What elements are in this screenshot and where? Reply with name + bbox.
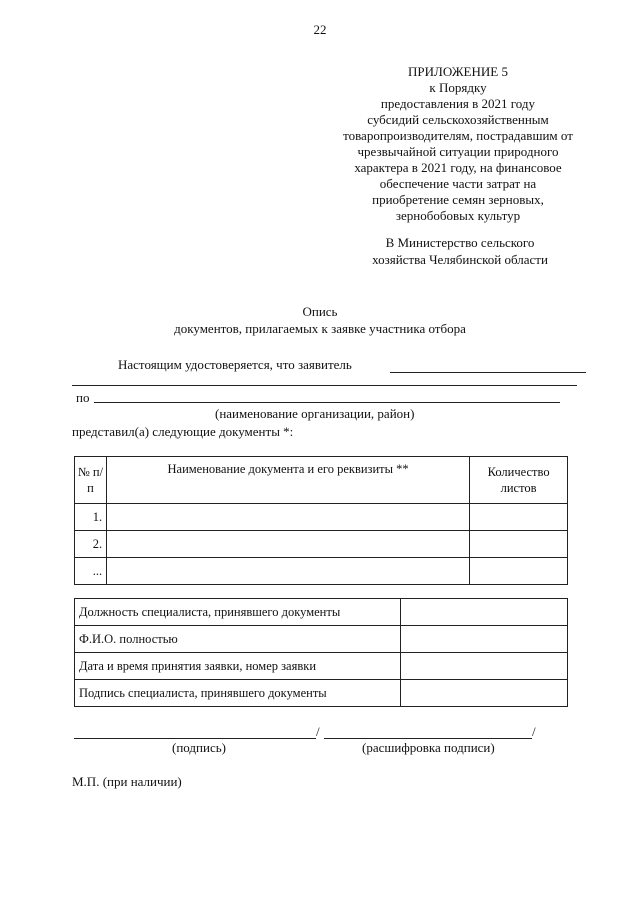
- appendix-line: зернобобовых культур: [395, 208, 521, 223]
- table-row: [75, 504, 568, 531]
- appendix-title: ПРИЛОЖЕНИЕ 5: [408, 64, 508, 79]
- row-number: 2.: [75, 531, 107, 558]
- table-row: [75, 531, 568, 558]
- col-header-number: № п/п: [75, 457, 107, 504]
- organization-blank-line[interactable]: [94, 402, 560, 403]
- documents-table-header: [75, 457, 568, 504]
- row-number: 1.: [75, 504, 107, 531]
- official-row-label: Должность специалиста, принявшего документы: [75, 599, 401, 626]
- appendix-line: чрезвычайной ситуации природного: [357, 144, 559, 159]
- official-row-label: Дата и время принятия заявки, номер заявки: [75, 653, 401, 680]
- appendix-line: субсидий сельскохозяйственным: [367, 112, 549, 127]
- signature-decoding-blank-line[interactable]: [324, 738, 532, 739]
- official-row-label: Подпись специалиста, принявшего документы: [75, 680, 401, 707]
- official-table: [74, 598, 568, 707]
- sheet-count-cell[interactable]: [470, 504, 568, 531]
- heading-subtitle: документов, прилагаемых к заявке участника отбора: [174, 321, 466, 336]
- organization-note: (наименование организации, район): [215, 406, 415, 421]
- heading-title: Опись: [302, 304, 338, 319]
- official-value-cell[interactable]: [401, 626, 568, 653]
- table-row: [75, 558, 568, 585]
- table-row: [75, 599, 568, 626]
- col-header-count: Количество листов: [470, 457, 568, 504]
- document-name-cell[interactable]: [106, 558, 469, 585]
- table-row: [75, 626, 568, 653]
- signature-blank-line[interactable]: [74, 738, 316, 739]
- appendix-line: к Порядку: [429, 80, 487, 95]
- appendix-line: приобретение семян зерновых,: [372, 192, 544, 207]
- appendix-header: [318, 64, 598, 224]
- table-row: [75, 680, 568, 707]
- sheet-count-cell[interactable]: [470, 531, 568, 558]
- official-row-label: Ф.И.О. полностью: [75, 626, 401, 653]
- presented-text: представил(а) следующие документы *:: [72, 424, 294, 439]
- stamp-place: М.П. (при наличии): [72, 774, 182, 789]
- sheet-count-cell[interactable]: [470, 558, 568, 585]
- document-name-cell[interactable]: [106, 531, 469, 558]
- signature-decoding-label: (расшифровка подписи): [362, 740, 495, 755]
- applicant-blank-line-2[interactable]: [72, 385, 577, 386]
- signature-slash-end: /: [532, 724, 536, 739]
- official-value-cell[interactable]: [401, 599, 568, 626]
- signature-label: (подпись): [172, 740, 226, 755]
- document-name-cell[interactable]: [106, 504, 469, 531]
- document-heading: [0, 303, 640, 337]
- appendix-line: характера в 2021 году, на финансовое: [354, 160, 562, 175]
- row-number: ...: [75, 558, 107, 585]
- po-label: по: [76, 390, 90, 405]
- addressee: [330, 234, 590, 268]
- page-number: 22: [313, 22, 327, 37]
- table-row: [75, 653, 568, 680]
- addressee-line-2: хозяйства Челябинской области: [372, 252, 548, 267]
- appendix-line: обеспечение части затрат на: [379, 176, 537, 191]
- certify-text: Настоящим удостоверяется, что заявитель: [118, 357, 352, 372]
- official-value-cell[interactable]: [401, 653, 568, 680]
- official-value-cell[interactable]: [401, 680, 568, 707]
- col-header-name: Наименование документа и его реквизиты **: [106, 457, 469, 504]
- appendix-line: предоставления в 2021 году: [380, 96, 536, 111]
- applicant-blank-line[interactable]: [390, 372, 586, 373]
- appendix-line: товаропроизводителям, пострадавшим от: [343, 128, 573, 143]
- addressee-line-1: В Министерство сельского: [385, 235, 535, 250]
- documents-table: [74, 456, 568, 585]
- signature-slash: /: [316, 724, 320, 739]
